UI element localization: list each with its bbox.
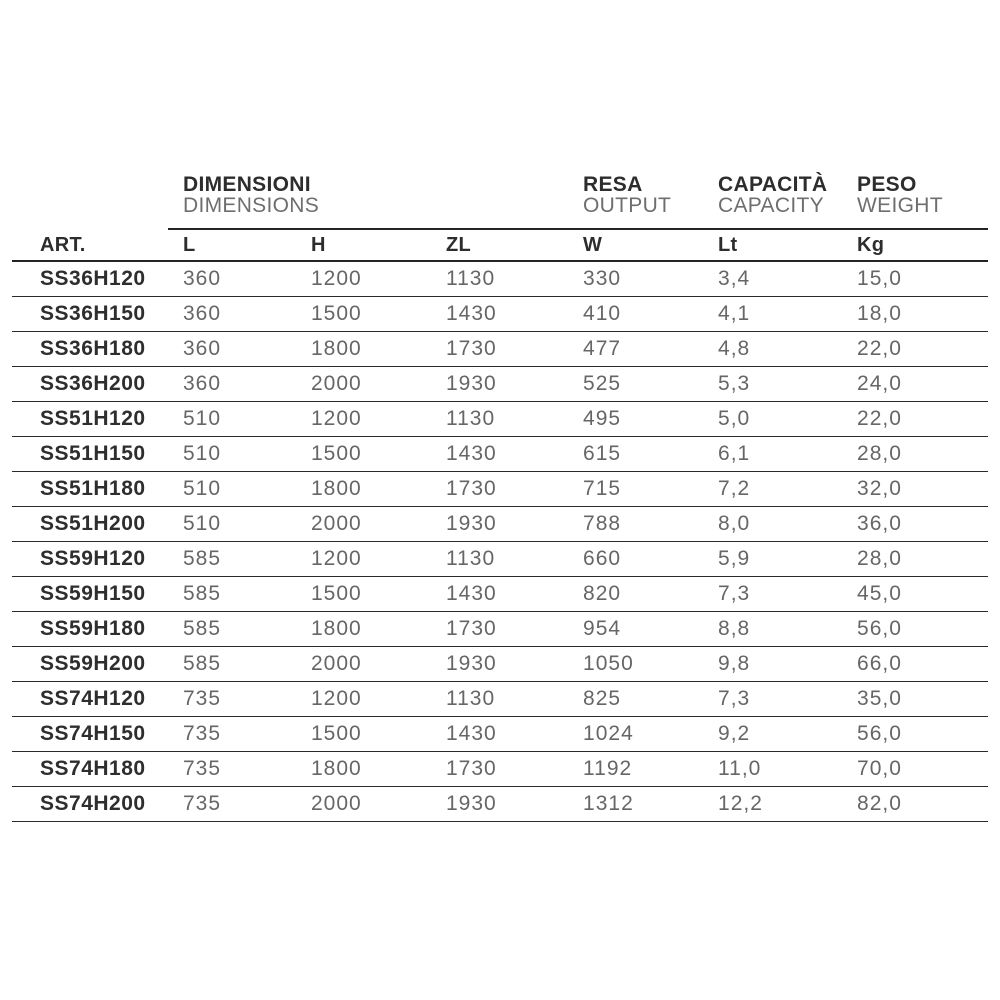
cell-art: SS74H120 [12, 681, 183, 716]
column-header-l: L [183, 230, 311, 261]
cell-kg: 35,0 [857, 681, 988, 716]
cell-kg: 56,0 [857, 611, 988, 646]
cell-h: 1200 [311, 681, 446, 716]
cell-kg: 56,0 [857, 716, 988, 751]
cell-h: 1500 [311, 436, 446, 471]
table-row [12, 751, 988, 786]
table-row [12, 296, 988, 331]
group-header-underline [168, 228, 988, 230]
group-header-output-en: OUTPUT [583, 194, 672, 217]
cell-l: 585 [183, 541, 311, 576]
table-body [12, 261, 988, 821]
cell-l: 585 [183, 576, 311, 611]
table-row [12, 401, 988, 436]
cell-w: 477 [583, 331, 718, 366]
cell-lt: 4,1 [718, 296, 857, 331]
cell-l: 735 [183, 681, 311, 716]
group-header-row [12, 170, 988, 230]
column-header-row [12, 230, 988, 261]
cell-art: SS59H120 [12, 541, 183, 576]
cell-kg: 32,0 [857, 471, 988, 506]
cell-lt: 7,3 [718, 681, 857, 716]
cell-kg: 82,0 [857, 786, 988, 821]
table-row [12, 541, 988, 576]
cell-w: 330 [583, 261, 718, 296]
cell-zl: 1930 [446, 786, 583, 821]
cell-zl: 1930 [446, 366, 583, 401]
cell-kg: 24,0 [857, 366, 988, 401]
cell-l: 735 [183, 786, 311, 821]
table-row [12, 506, 988, 541]
cell-w: 1312 [583, 786, 718, 821]
table-row [12, 261, 988, 296]
cell-zl: 1930 [446, 506, 583, 541]
cell-l: 510 [183, 471, 311, 506]
cell-lt: 7,2 [718, 471, 857, 506]
table-row [12, 786, 988, 821]
cell-l: 360 [183, 331, 311, 366]
table-row [12, 611, 988, 646]
cell-w: 954 [583, 611, 718, 646]
group-header-capacity-it: CAPACITÀ [718, 173, 828, 196]
cell-w: 525 [583, 366, 718, 401]
column-header-kg: Kg [857, 230, 988, 261]
group-header-capacity-en: CAPACITY [718, 194, 824, 217]
cell-l: 360 [183, 366, 311, 401]
column-header-h: H [311, 230, 446, 261]
group-header-weight [857, 170, 988, 230]
cell-w: 825 [583, 681, 718, 716]
cell-kg: 45,0 [857, 576, 988, 611]
table-row [12, 471, 988, 506]
cell-l: 510 [183, 436, 311, 471]
column-header-zl: ZL [446, 230, 583, 261]
cell-art: SS51H150 [12, 436, 183, 471]
cell-h: 2000 [311, 366, 446, 401]
cell-lt: 5,0 [718, 401, 857, 436]
group-header-output [583, 170, 718, 230]
cell-zl: 1730 [446, 611, 583, 646]
cell-zl: 1430 [446, 576, 583, 611]
cell-art: SS51H180 [12, 471, 183, 506]
cell-lt: 9,2 [718, 716, 857, 751]
cell-h: 1800 [311, 611, 446, 646]
cell-zl: 1730 [446, 751, 583, 786]
cell-lt: 3,4 [718, 261, 857, 296]
cell-w: 410 [583, 296, 718, 331]
column-header-w: W [583, 230, 718, 261]
cell-zl: 1930 [446, 646, 583, 681]
cell-kg: 22,0 [857, 331, 988, 366]
cell-kg: 36,0 [857, 506, 988, 541]
cell-w: 788 [583, 506, 718, 541]
cell-h: 2000 [311, 506, 446, 541]
cell-lt: 8,0 [718, 506, 857, 541]
cell-art: SS51H200 [12, 506, 183, 541]
cell-h: 1200 [311, 541, 446, 576]
table-row [12, 366, 988, 401]
cell-kg: 66,0 [857, 646, 988, 681]
cell-zl: 1430 [446, 436, 583, 471]
cell-w: 495 [583, 401, 718, 436]
group-header-art-spacer [12, 170, 183, 230]
table-row [12, 331, 988, 366]
cell-lt: 8,8 [718, 611, 857, 646]
cell-lt: 9,8 [718, 646, 857, 681]
cell-h: 1200 [311, 401, 446, 436]
cell-lt: 11,0 [718, 751, 857, 786]
cell-art: SS36H120 [12, 261, 183, 296]
cell-art: SS74H200 [12, 786, 183, 821]
cell-l: 735 [183, 716, 311, 751]
cell-w: 1192 [583, 751, 718, 786]
cell-w: 660 [583, 541, 718, 576]
column-header-lt: Lt [718, 230, 857, 261]
cell-art: SS36H200 [12, 366, 183, 401]
cell-lt: 7,3 [718, 576, 857, 611]
cell-zl: 1130 [446, 681, 583, 716]
cell-zl: 1430 [446, 716, 583, 751]
cell-w: 1024 [583, 716, 718, 751]
cell-l: 360 [183, 261, 311, 296]
cell-w: 715 [583, 471, 718, 506]
cell-h: 1500 [311, 716, 446, 751]
cell-art: SS74H180 [12, 751, 183, 786]
table-row [12, 576, 988, 611]
cell-w: 1050 [583, 646, 718, 681]
table-row [12, 646, 988, 681]
table-row [12, 681, 988, 716]
cell-art: SS74H150 [12, 716, 183, 751]
cell-zl: 1130 [446, 261, 583, 296]
cell-art: SS59H200 [12, 646, 183, 681]
cell-kg: 15,0 [857, 261, 988, 296]
cell-h: 1200 [311, 261, 446, 296]
cell-l: 585 [183, 611, 311, 646]
spec-table-grid [12, 170, 988, 822]
cell-lt: 5,3 [718, 366, 857, 401]
cell-kg: 28,0 [857, 541, 988, 576]
cell-kg: 70,0 [857, 751, 988, 786]
table-row [12, 716, 988, 751]
cell-art: SS36H150 [12, 296, 183, 331]
cell-w: 820 [583, 576, 718, 611]
cell-lt: 4,8 [718, 331, 857, 366]
cell-l: 510 [183, 401, 311, 436]
cell-l: 735 [183, 751, 311, 786]
cell-w: 615 [583, 436, 718, 471]
cell-kg: 22,0 [857, 401, 988, 436]
cell-art: SS51H120 [12, 401, 183, 436]
cell-art: SS59H150 [12, 576, 183, 611]
group-header-dimensions-en: DIMENSIONS [183, 194, 320, 217]
cell-h: 1800 [311, 471, 446, 506]
group-header-dimensions-it: DIMENSIONI [183, 173, 311, 196]
column-header-art: ART. [12, 230, 183, 261]
cell-h: 1800 [311, 331, 446, 366]
cell-l: 510 [183, 506, 311, 541]
cell-zl: 1130 [446, 401, 583, 436]
group-header-output-it: RESA [583, 173, 643, 196]
cell-kg: 18,0 [857, 296, 988, 331]
cell-lt: 6,1 [718, 436, 857, 471]
cell-art: SS59H180 [12, 611, 183, 646]
cell-h: 2000 [311, 646, 446, 681]
group-header-capacity [718, 170, 857, 230]
table-row [12, 436, 988, 471]
cell-zl: 1730 [446, 331, 583, 366]
product-spec-table [12, 170, 988, 822]
cell-l: 585 [183, 646, 311, 681]
cell-lt: 5,9 [718, 541, 857, 576]
cell-zl: 1130 [446, 541, 583, 576]
group-header-dimensions [183, 170, 583, 230]
cell-h: 1800 [311, 751, 446, 786]
cell-art: SS36H180 [12, 331, 183, 366]
group-header-weight-en: WEIGHT [857, 194, 943, 217]
cell-l: 360 [183, 296, 311, 331]
group-header-weight-it: PESO [857, 173, 917, 196]
cell-h: 2000 [311, 786, 446, 821]
cell-h: 1500 [311, 576, 446, 611]
cell-zl: 1730 [446, 471, 583, 506]
cell-h: 1500 [311, 296, 446, 331]
cell-zl: 1430 [446, 296, 583, 331]
cell-kg: 28,0 [857, 436, 988, 471]
cell-lt: 12,2 [718, 786, 857, 821]
